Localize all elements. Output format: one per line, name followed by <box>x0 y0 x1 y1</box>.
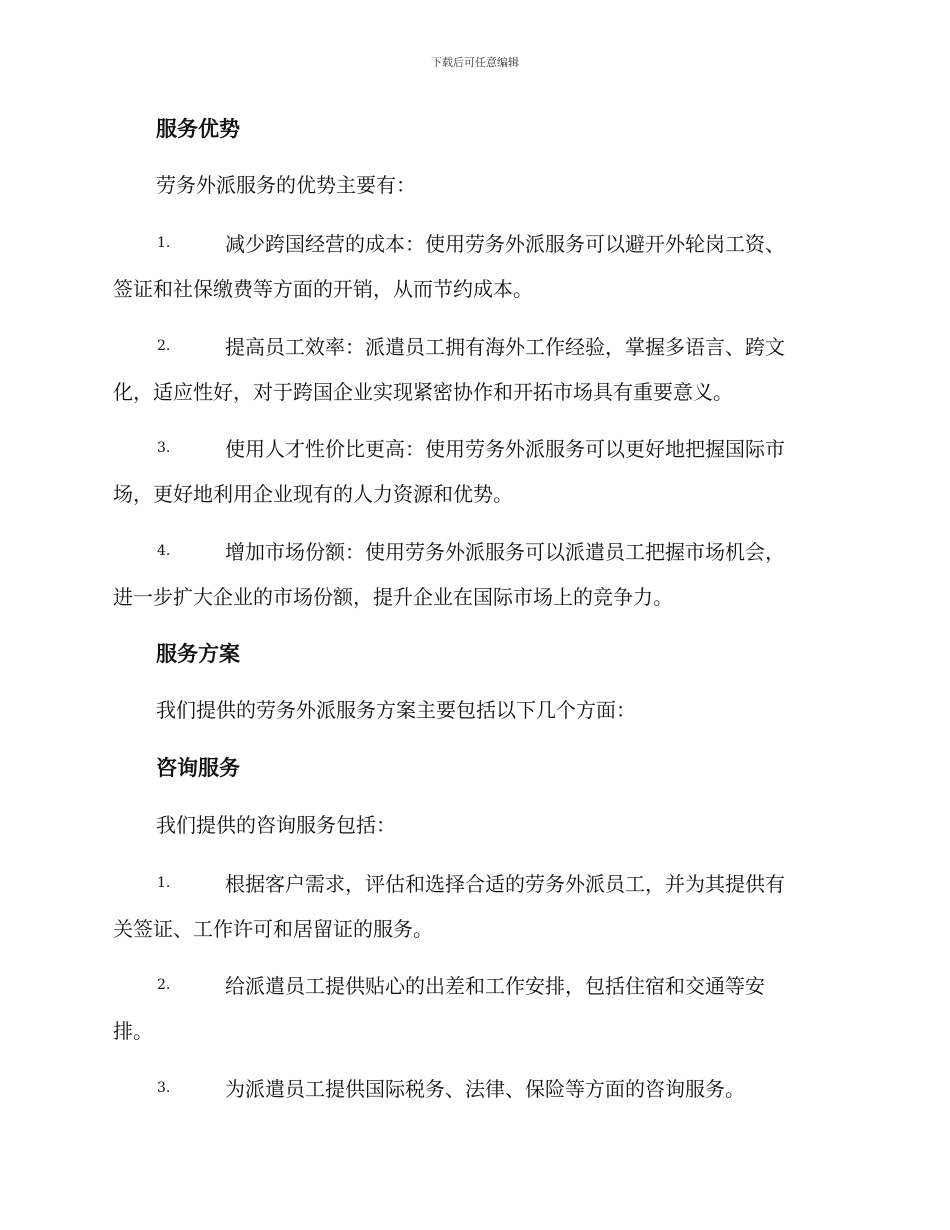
list-item-number: 4. <box>157 543 171 559</box>
list-item-text: 增加市场份额：使用劳务外派服务可以派遣员工把握市场机会， <box>225 540 785 564</box>
list-item-text-continued: 化，适应性好，对于跨国企业实现紧密协作和开拓市场具有重要意义。 <box>113 380 733 404</box>
section-title-consulting: 咨询服务 <box>156 755 240 780</box>
list-item <box>113 540 838 609</box>
list-item-number: 3. <box>157 440 171 456</box>
consulting-intro: 我们提供的咨询服务包括： <box>156 813 396 837</box>
list-item-text-continued: 关签证、工作许可和居留证的服务。 <box>113 917 433 941</box>
list-item-number: 3. <box>157 1080 171 1096</box>
page-header-note: 下载后可任意编辑 <box>431 56 519 69</box>
list-item-text-continued: 进一步扩大企业的市场份额，提升企业在国际市场上的竞争力。 <box>113 585 673 609</box>
list-item-number: 2. <box>157 338 171 354</box>
plan-intro: 我们提供的劳务外派服务方案主要包括以下几个方面： <box>156 698 636 722</box>
list-item <box>113 974 838 1043</box>
list-item-text: 根据客户需求，评估和选择合适的劳务外派员工，并为其提供有 <box>225 872 785 896</box>
list-item <box>113 437 838 506</box>
list-item-text: 提高员工效率：派遣员工拥有海外工作经验，掌握多语言、跨文 <box>225 335 785 359</box>
list-item-text: 给派遣员工提供贴心的出差和工作安排，包括住宿和交通等安 <box>225 974 765 998</box>
list-item-text-continued: 签证和社保缴费等方面的开销，从而节约成本。 <box>113 277 533 301</box>
list-item <box>113 232 838 301</box>
list-item-number: 1. <box>157 875 171 891</box>
list-item-text: 为派遣员工提供国际税务、法律、保险等方面的咨询服务。 <box>225 1077 745 1101</box>
list-item <box>113 335 838 404</box>
list-item-text-continued: 场，更好地利用企业现有的人力资源和优势。 <box>113 482 513 506</box>
list-item <box>113 1077 838 1103</box>
list-item-number: 1. <box>157 235 171 251</box>
list-item-text: 使用人才性价比更高：使用劳务外派服务可以更好地把握国际市 <box>225 437 785 461</box>
list-item-text-continued: 排。 <box>113 1019 153 1043</box>
advantages-intro: 劳务外派服务的优势主要有： <box>156 173 416 197</box>
section-title-advantages: 服务优势 <box>156 116 240 141</box>
list-item <box>113 872 838 941</box>
section-title-plan: 服务方案 <box>156 641 240 666</box>
list-item-text: 减少跨国经营的成本：使用劳务外派服务可以避开外轮岗工资、 <box>225 232 785 256</box>
list-item-number: 2. <box>157 977 171 993</box>
